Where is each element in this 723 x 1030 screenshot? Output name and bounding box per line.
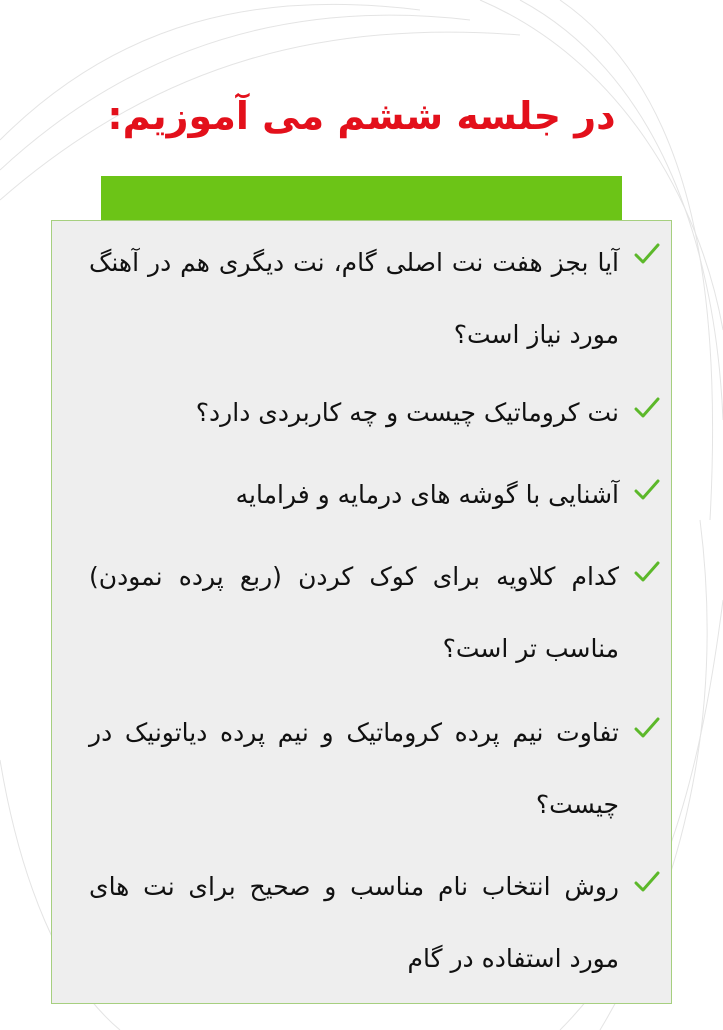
checkmark-icon xyxy=(631,393,663,423)
checkmark-icon xyxy=(631,713,663,743)
item-text: تفاوت نیم پرده کروماتیک و نیم پرده دیاتونیک در چیست؟ xyxy=(89,718,619,819)
content-card xyxy=(51,220,672,1004)
item-text: روش انتخاب نام مناسب و صحیح برای نت های مورد استفاده در گام xyxy=(89,872,619,973)
list-item xyxy=(50,541,671,691)
list-item xyxy=(50,851,671,1001)
page-title: در جلسه ششم می آموزیم: xyxy=(107,94,616,138)
checkmark-icon xyxy=(631,475,663,505)
item-text: نت کروماتیک چیست و چه کاربردی دارد؟ xyxy=(195,398,619,427)
checkmark-icon xyxy=(631,239,663,269)
item-text: آشنایی با گوشه های درمایه و فرامایه xyxy=(235,480,619,509)
item-text: آیا بجز هفت نت اصلی گام، نت دیگری هم در آهنگ مورد نیاز است؟ xyxy=(89,248,619,349)
list-item xyxy=(50,697,671,847)
item-text: کدام کلاویه برای کوک کردن (ربع پرده نمودن) مناسب تر است؟ xyxy=(89,562,619,663)
list-item xyxy=(50,227,671,377)
accent-bar xyxy=(101,176,622,220)
checkmark-icon xyxy=(631,557,663,587)
checkmark-icon xyxy=(631,867,663,897)
